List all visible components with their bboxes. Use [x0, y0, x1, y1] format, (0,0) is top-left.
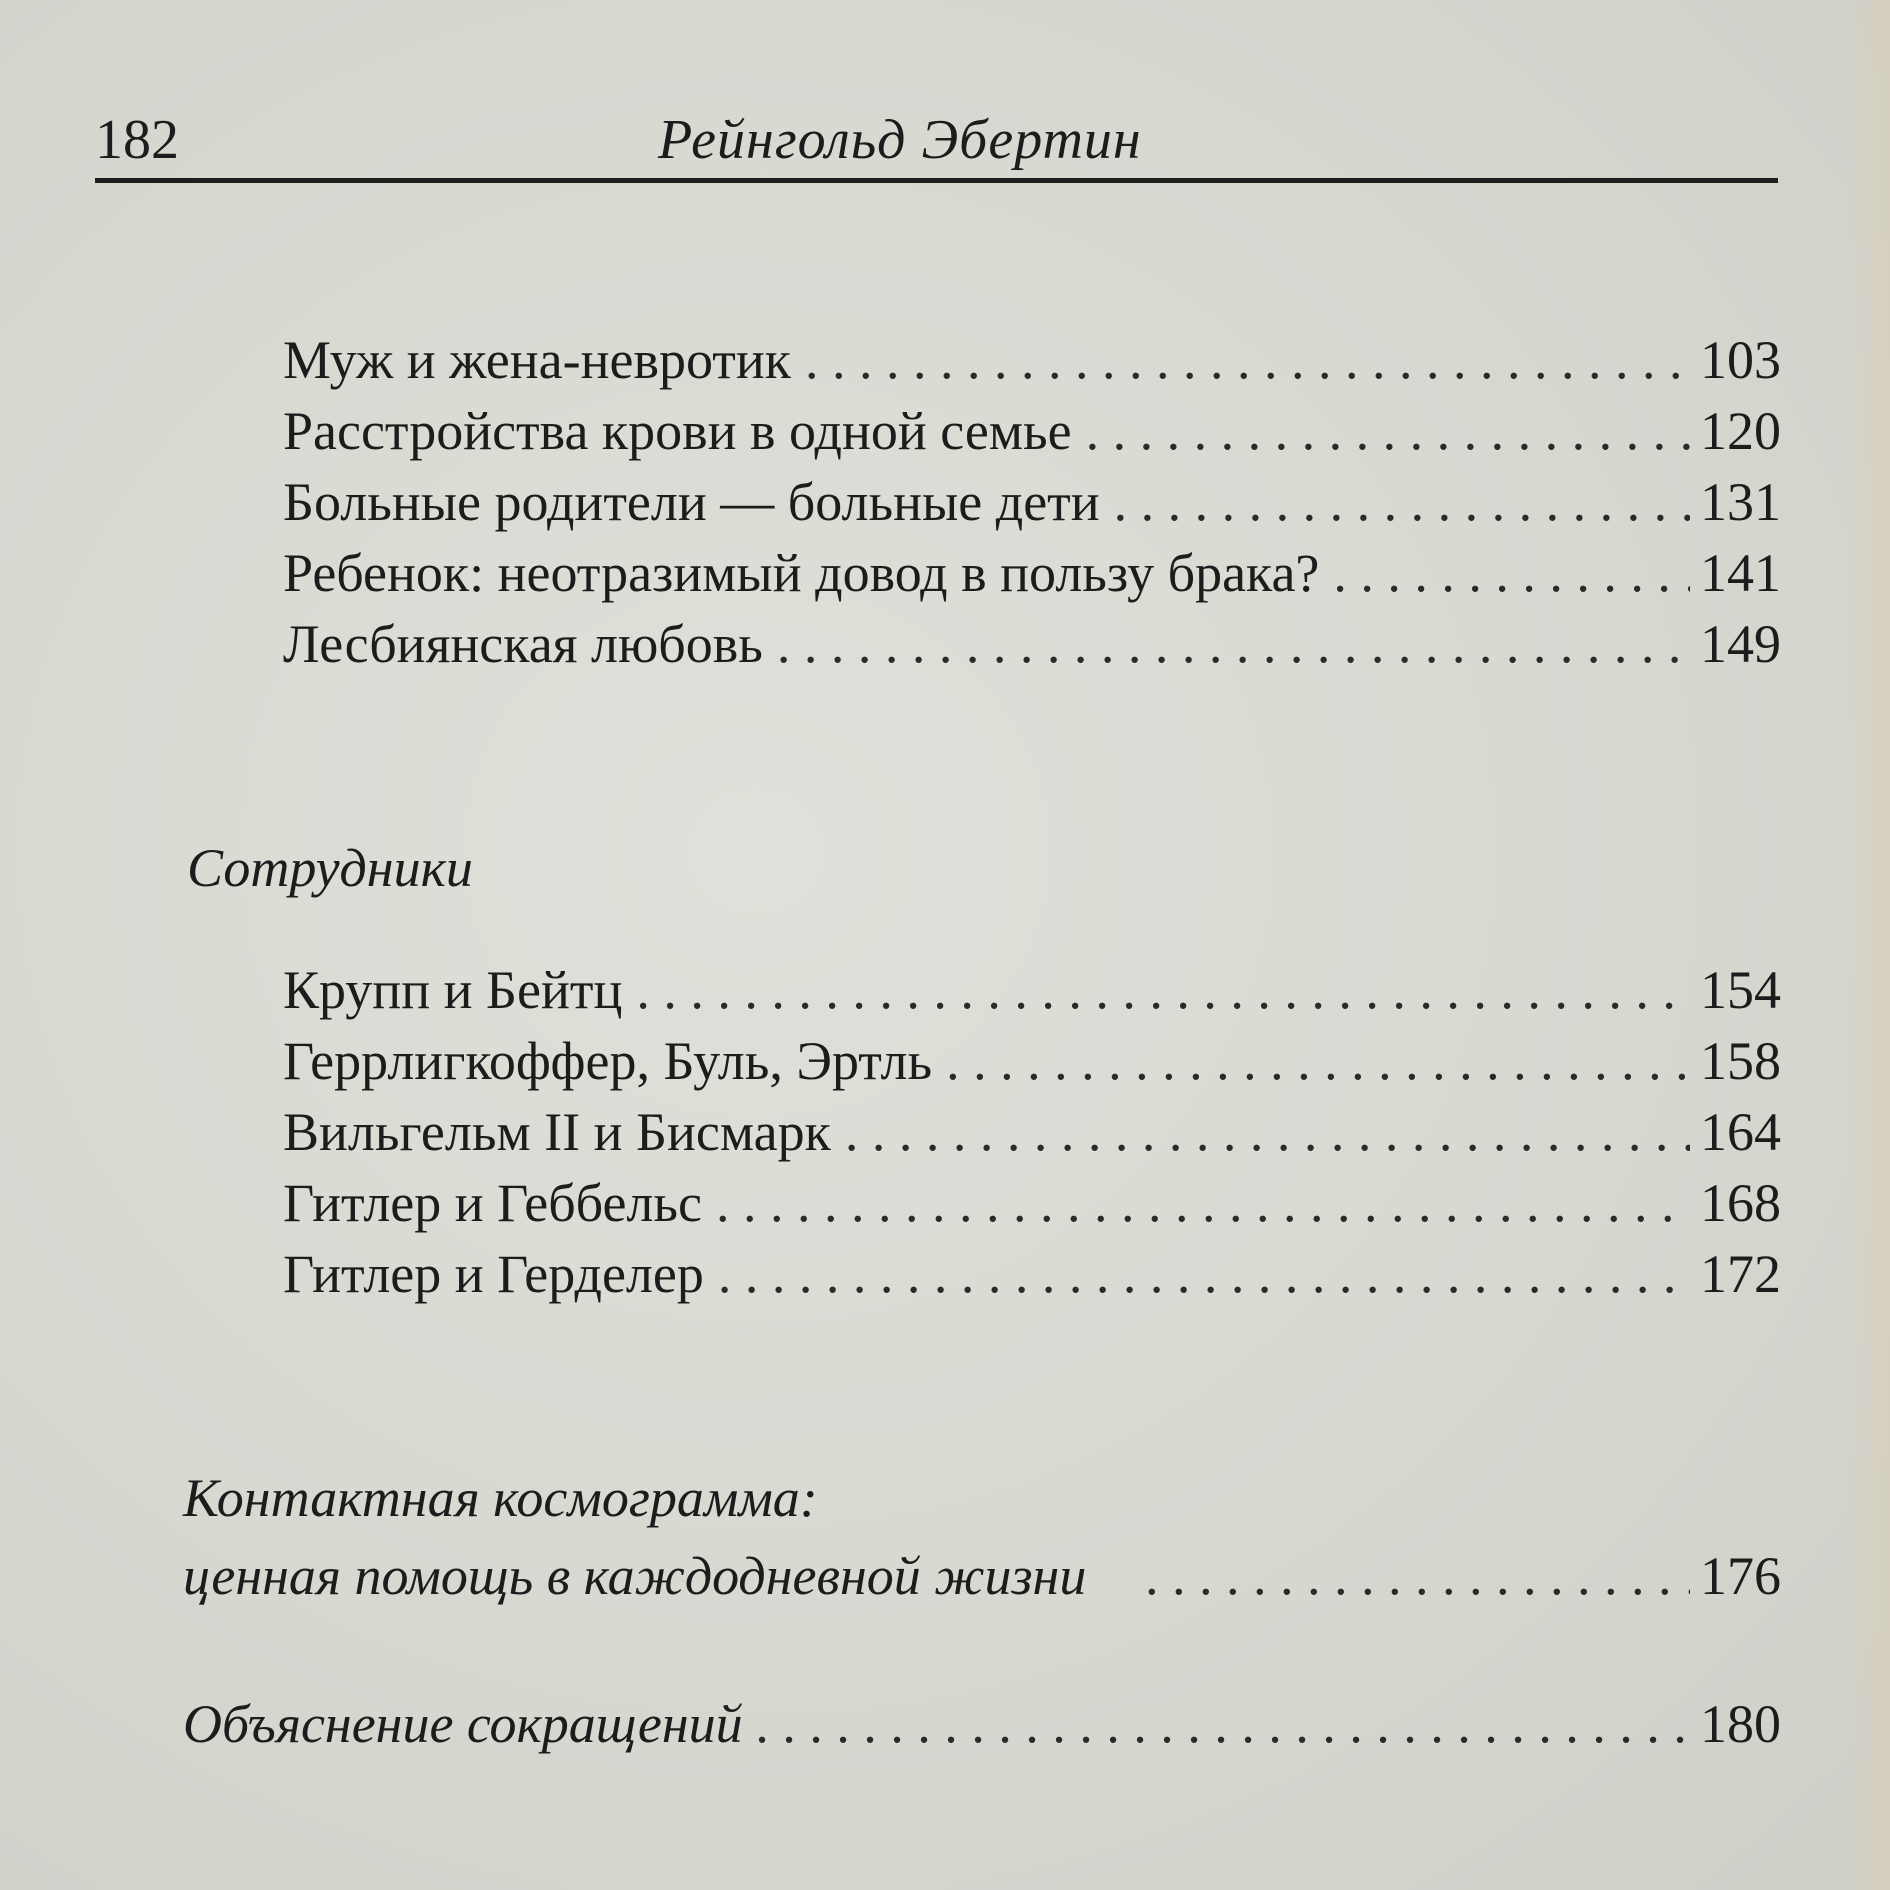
- toc-entry-page: 103: [1700, 330, 1781, 390]
- toc-entry: [283, 1025, 1781, 1097]
- toc-entry-page: 164: [1700, 1102, 1781, 1162]
- toc-entry-title: Ребенок: неотразимый довод в пользу брака?: [283, 543, 1320, 603]
- section-heading-coworkers: Сотрудники: [187, 838, 473, 898]
- toc-entry: [283, 537, 1781, 609]
- dot-leader: [636, 954, 1690, 1026]
- dot-leader: [1146, 1540, 1690, 1612]
- toc-entry: [283, 608, 1781, 680]
- dot-leader: [777, 608, 1690, 680]
- toc-entry-title: Гитлер и Герделер: [283, 1244, 704, 1304]
- toc-entry-title: Больные родители — больные дети: [283, 472, 1100, 532]
- running-title: Рейнгольд Эбертин: [658, 109, 1142, 171]
- toc-entry: [283, 324, 1781, 396]
- toc-entry-page: 141: [1700, 543, 1781, 603]
- toc-entry-page: 176: [1700, 1546, 1781, 1606]
- dot-leader: [845, 1096, 1690, 1168]
- toc-entry: [283, 395, 1781, 467]
- dot-leader: [805, 324, 1690, 396]
- toc-entry-title: Лесбиянская любовь: [283, 614, 763, 674]
- header-rule: [95, 178, 1778, 183]
- toc-entry-page: 158: [1700, 1031, 1781, 1091]
- toc-entry-title: Вильгельм II и Бисмарк: [283, 1102, 831, 1162]
- toc-entry-title: Геррлигкоффер, Буль, Эртль: [283, 1031, 933, 1091]
- toc-entry: [183, 1688, 1781, 1760]
- toc-entry-page: 131: [1700, 472, 1781, 532]
- toc-entry: [183, 1540, 1781, 1612]
- toc-entry-title: Гитлер и Геббельс: [283, 1173, 702, 1233]
- toc-entry-title: ценная помощь в каждодневной жизни: [183, 1546, 1087, 1606]
- dot-leader: [1114, 466, 1690, 538]
- toc-entry-page: 180: [1700, 1694, 1781, 1754]
- page-number: 182: [95, 109, 179, 171]
- toc-entry: [283, 1167, 1781, 1239]
- dot-leader: [718, 1238, 1690, 1310]
- toc-entry: [283, 954, 1781, 1026]
- toc-entry-page: 168: [1700, 1173, 1781, 1233]
- toc-entry-title: Расстройства крови в одной семье: [283, 401, 1072, 461]
- toc-entry-page: 120: [1700, 401, 1781, 461]
- dot-leader: [716, 1167, 1690, 1239]
- dot-leader: [946, 1025, 1690, 1097]
- section-heading-contact: Контактная космограмма:: [183, 1468, 818, 1528]
- toc-entry-page: 154: [1700, 960, 1781, 1020]
- toc-entry: [283, 1238, 1781, 1310]
- page-header: [95, 105, 1778, 175]
- dot-leader: [1333, 537, 1690, 609]
- toc-entry-title: Крупп и Бейтц: [283, 960, 623, 1020]
- toc-entry-title: Муж и жена-невротик: [283, 330, 791, 390]
- toc-entry: [283, 466, 1781, 538]
- dot-leader: [1086, 395, 1690, 467]
- toc-entry-title: Объяснение сокращений: [183, 1694, 743, 1754]
- toc-entry-page: 149: [1700, 614, 1781, 674]
- toc-entry-page: 172: [1700, 1244, 1781, 1304]
- dot-leader: [757, 1688, 1690, 1760]
- toc-entry: [283, 1096, 1781, 1168]
